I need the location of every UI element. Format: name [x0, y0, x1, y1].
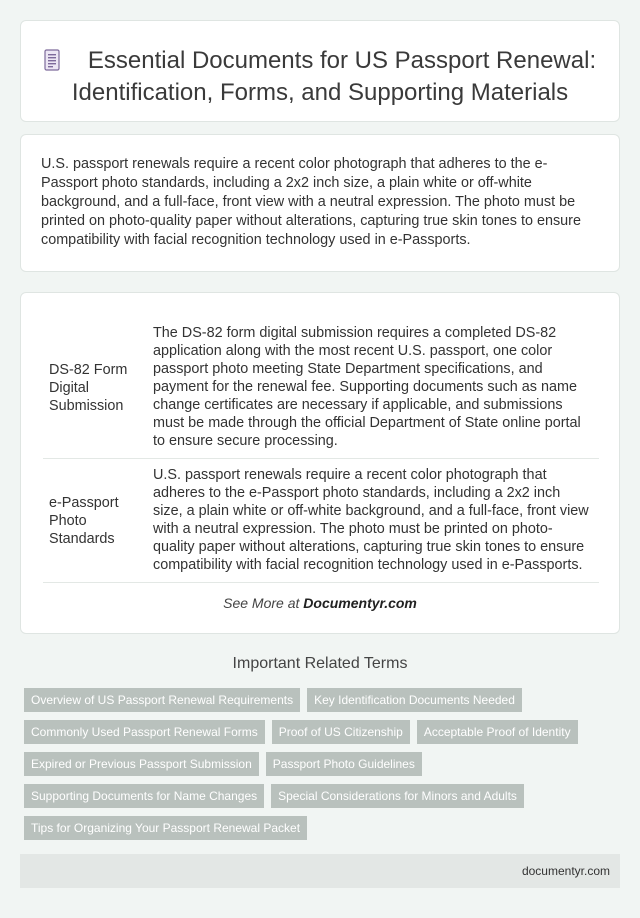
footer	[20, 854, 620, 888]
see-more-link[interactable]	[21, 595, 619, 611]
related-terms-heading: Important Related Terms	[232, 655, 408, 672]
footer-site[interactable]: documentyr.com	[521, 864, 610, 878]
related-tag[interactable]: Key Identification Documents Needed	[307, 688, 522, 712]
related-tag[interactable]: Special Considerations for Minors and Adults	[271, 784, 524, 808]
description-cell: U.S. passport renewals require a recent color photograph that adheres to the e-Passport photo standards, including a 2x2 inch size, a plain white or off-white background, and a full-face, front view with a neutral expression. The photo must be printed on photo-quality paper without alterations, capturing true skin tones to ensure compatibility with facial recognition technology used in e-Passports.	[147, 459, 599, 583]
intro-paragraph: U.S. passport renewals require a recent color photograph that adheres to the e-Passport photo standards, including a 2x2 inch size, a plain white or off-white background, and a full-face, front view with a neutral expression. The photo must be printed on photo-quality paper without alterations, capturing true skin tones to ensure compatibility with facial recognition technology used in e-Passports.	[41, 156, 581, 248]
see-more-prefix: See More at	[223, 595, 300, 611]
terms-card	[20, 292, 620, 634]
related-tag[interactable]: Proof of US Citizenship	[272, 720, 410, 744]
table-row	[43, 317, 599, 459]
related-tags	[24, 688, 604, 848]
see-more-site[interactable]: Documentyr.com	[303, 595, 417, 611]
related-tag[interactable]: Overview of US Passport Renewal Requirements	[24, 688, 300, 712]
document-icon	[44, 49, 60, 71]
related-tag[interactable]: Supporting Documents for Name Changes	[24, 784, 264, 808]
term-cell: DS-82 Form Digital Submission	[43, 317, 147, 459]
related-tag[interactable]: Commonly Used Passport Renewal Forms	[24, 720, 265, 744]
description-cell: The DS-82 form digital submission requires a completed DS-82 application along with the most recent U.S. passport, one color passport photo meeting State Department specifications, and payment for the renewal fee. Supporting documents such as name change certificates are necessary if applicable, and submissions must be made through the official Department of State online portal to ensure secure processing.	[147, 317, 599, 459]
terms-table	[43, 317, 599, 583]
term-cell: e-Passport Photo Standards	[43, 459, 147, 583]
intro-card	[20, 134, 620, 272]
page-title-text: Essential Documents for US Passport Renewal: Identification, Forms, and Supporting Materials	[71, 47, 597, 106]
related-tag[interactable]: Passport Photo Guidelines	[266, 752, 422, 776]
page-title	[21, 45, 619, 109]
related-tag[interactable]: Acceptable Proof of Identity	[417, 720, 578, 744]
related-tag[interactable]: Expired or Previous Passport Submission	[24, 752, 259, 776]
table-row	[43, 459, 599, 583]
related-tag[interactable]: Tips for Organizing Your Passport Renewal Packet	[24, 816, 307, 840]
title-card	[20, 20, 620, 122]
